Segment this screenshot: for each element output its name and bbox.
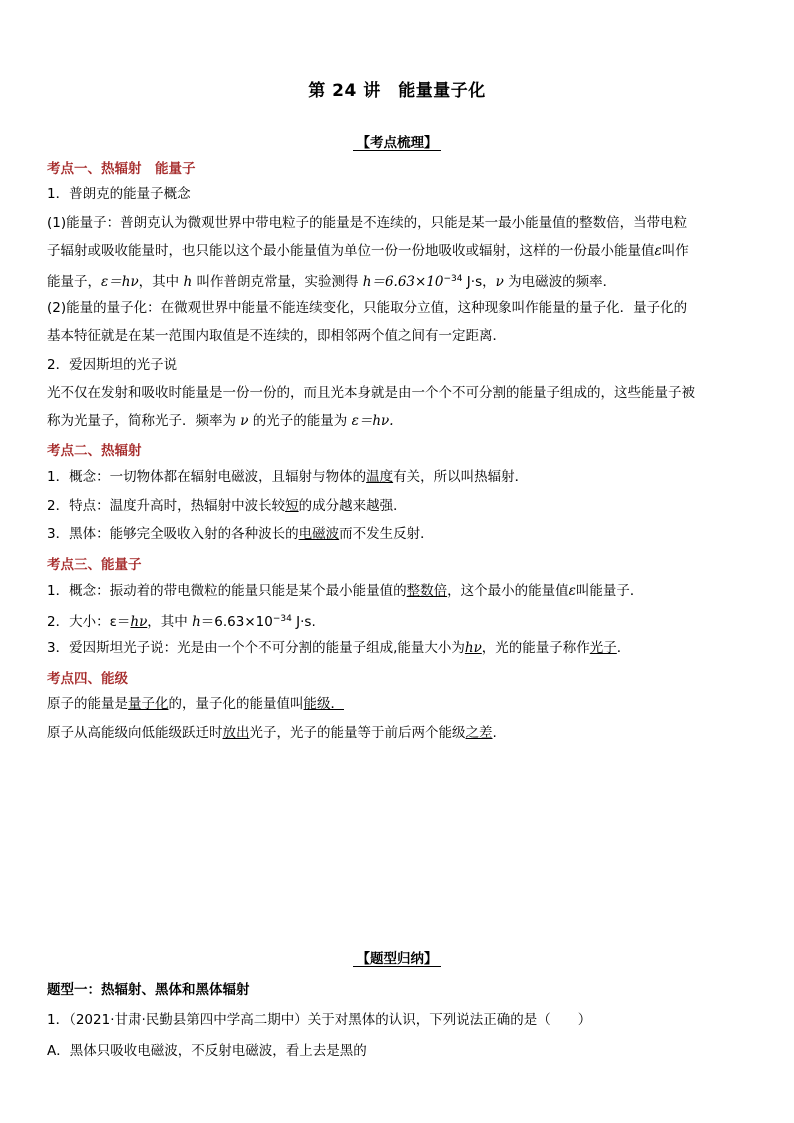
section-heading-tixing: 【题型归纳】 <box>356 951 438 967</box>
section-underline <box>353 150 441 151</box>
paragraph-line <box>47 496 747 516</box>
underlined-answer: 能级． <box>303 696 344 712</box>
paragraph-line <box>47 694 747 714</box>
section-underline <box>353 966 441 967</box>
text-span: 的光子的能量为 <box>248 413 352 429</box>
section-heading-kaodian: 【考点梳理】 <box>356 135 438 151</box>
topic-4-heading: 考点四、能级 <box>47 671 128 687</box>
paragraph-line: (1)能量子：普朗克认为微观世界中带电粒子的能量是不连续的，只能是某一最小能量值的整数倍，当带电粒 <box>47 215 688 231</box>
topic-3-heading: 考点三、能量子 <box>47 557 142 573</box>
formula: ε＝hν. <box>351 413 394 429</box>
paragraph-line <box>47 609 747 632</box>
text-span: 而不发生反射． <box>339 526 434 542</box>
underlined-answer: 整数倍 <box>406 583 448 599</box>
paragraph-line: 基本特征就是在某一范围内取值是不连续的，即相邻两个值之间有一定距离． <box>47 328 506 344</box>
underlined-answer: 光子 <box>589 640 617 656</box>
underlined-answer: 之差 <box>465 725 493 741</box>
text-span: 原子从高能级向低能级跃迁时 <box>47 725 223 741</box>
underlined-answer: hν <box>464 640 482 656</box>
paragraph-line <box>47 269 747 292</box>
text-span: 1．概念：一切物体都在辐射电磁波，且辐射与物体的 <box>47 469 367 485</box>
formula: ε＝hν <box>101 274 139 290</box>
underlined-answer: 量子化 <box>128 696 169 712</box>
text-span: ，其中 <box>138 274 184 290</box>
underlined-answer: 温度 <box>366 469 394 485</box>
text-span: . <box>492 725 497 741</box>
exponent: −34 <box>272 614 292 624</box>
underlined-answer: 电磁波 <box>298 526 340 542</box>
paragraph-line: 光不仅在发射和吸收时能量是一份一份的，而且光本身就是由一个个不可分割的能量子组成的，这些能量子被 <box>47 385 695 401</box>
page-title: 第 24 讲 能量量子化 <box>308 81 486 101</box>
text-span: 3．爱因斯坦光子说：光是由一个个不可分割的能量子组成,能量大小为 <box>47 640 465 656</box>
subheading: 1．普朗克的能量子概念 <box>47 186 191 202</box>
underlined-answer: 短 <box>285 498 299 514</box>
question-type-heading: 题型一：热辐射、黑体和黑体辐射 <box>47 982 250 998</box>
text-span: J·s， <box>462 274 496 290</box>
topic-1-heading: 考点一、热辐射 能量子 <box>47 161 196 177</box>
topic-2-heading: 考点二、热辐射 <box>47 443 142 459</box>
symbol-nu: ν <box>240 413 249 429</box>
text-span: 光子，光子的能量等于前后两个能级 <box>249 725 466 741</box>
text-span: 称为光量子，简称光子．频率为 <box>47 413 241 429</box>
underlined-answer: 放出 <box>222 725 250 741</box>
symbol-h: h <box>192 614 201 630</box>
symbol-epsilon: ε <box>654 243 662 259</box>
paragraph-line <box>47 723 747 743</box>
text-span: 为电磁波的频率． <box>503 274 617 290</box>
text-span: ，光的能量子称作 <box>481 640 590 656</box>
text-span: 叫作 <box>661 243 689 259</box>
formula: h＝6.63×10 <box>362 274 444 290</box>
underlined-answer: hν <box>130 614 148 630</box>
paragraph-line <box>47 581 747 601</box>
text-span: 2．大小：ε＝ <box>47 614 131 630</box>
paragraph-line <box>47 241 747 261</box>
option-a: A．黑体只吸收电磁波，不反射电磁波，看上去是黑的 <box>47 1043 367 1059</box>
text-span: 子辐射或吸收能量时，也只能以这个最小能量值为单位一份一份地吸收或辐射，这样的一份最小能量值 <box>47 243 655 259</box>
symbol-epsilon: ε <box>568 583 576 599</box>
text-span: 2．特点：温度升高时，热辐射中波长较 <box>47 498 286 514</box>
text-span: 能量子， <box>47 274 101 290</box>
text-span: 的，量子化的能量值叫 <box>168 696 304 712</box>
text-span: J·s. <box>291 614 316 630</box>
text-span: 原子的能量是 <box>47 696 128 712</box>
symbol-h: h <box>183 274 193 290</box>
paragraph-line <box>47 524 747 544</box>
text-span: 3．黑体：能够完全吸收入射的各种波长的 <box>47 526 299 542</box>
text-span: 有关，所以叫热辐射． <box>393 469 529 485</box>
paragraph-line: (2)能量的量子化：在微观世界中能量不能连续变化，只能取分立值，这种现象叫作能量的量子化．量子化的 <box>47 300 688 316</box>
text-span: . <box>616 640 622 656</box>
text-span: 叫能量子． <box>575 583 644 599</box>
question-stem: 1．（2021·甘肃·民勤县第四中学高二期中）关于对黑体的认识，下列说法正确的是（ ） <box>47 1012 592 1028</box>
text-span: 的成分越来越强． <box>298 498 407 514</box>
paragraph-line <box>47 638 747 658</box>
text-span: ，这个最小的能量值 <box>447 583 569 599</box>
text-span: 1．概念：振动着的带电微粒的能量只能是某个最小能量值的 <box>47 583 407 599</box>
text-span: ，其中 <box>147 614 193 630</box>
paragraph-line <box>47 467 747 487</box>
exponent: −34 <box>443 274 463 284</box>
paragraph-line <box>47 411 747 431</box>
symbol-nu: ν <box>495 274 504 290</box>
text-span: 叫作普朗克常量，实验测得 <box>192 274 363 290</box>
subheading: 2．爱因斯坦的光子说 <box>47 357 178 373</box>
text-span: ＝6.63×10 <box>200 614 273 630</box>
